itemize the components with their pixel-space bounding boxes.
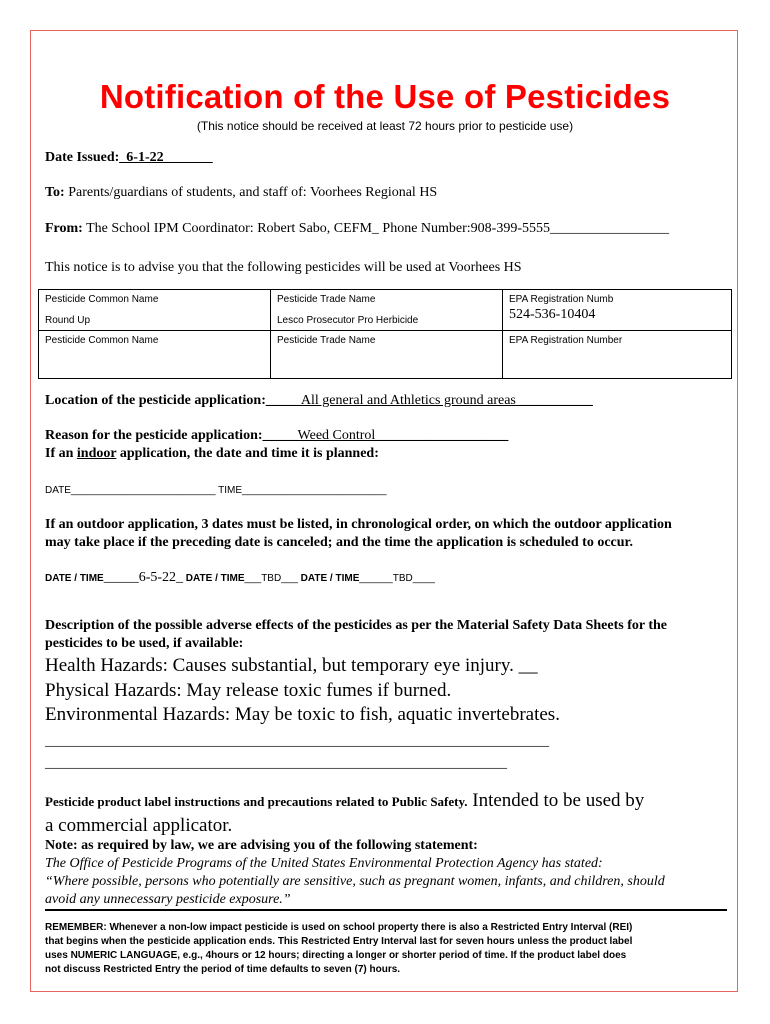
to-text: Parents/guardians of students, and staff of: Voorhees Regional HS bbox=[68, 185, 438, 200]
trade-name-header: Pesticide Trade Name bbox=[277, 294, 376, 305]
blank-line-1: ________________________________________________________________________ bbox=[45, 734, 549, 749]
indoor-word: indoor bbox=[76, 446, 117, 461]
label-instructions-value: Intended to be used by bbox=[467, 790, 645, 811]
epa-quote-line-2: “Where possible, persons who potentially are sensitive, such as pregnant women, infants, and children, should bbox=[45, 874, 665, 889]
indoor-line bbox=[45, 446, 379, 462]
page-subtitle: (This notice should be received at least 72 hours prior to pesticide use) bbox=[196, 119, 574, 133]
epa-number-cell bbox=[503, 331, 732, 379]
health-hazards: Health Hazards: Causes substantial, but temporary eye injury. __ bbox=[45, 655, 538, 676]
date-time-label-3: DATE / TIME bbox=[297, 573, 360, 584]
trade-name-header: Pesticide Trade Name bbox=[277, 335, 376, 346]
common-name-header: Pesticide Common Name bbox=[45, 335, 159, 346]
common-name-header: Pesticide Common Name bbox=[45, 294, 159, 305]
date-issued-label: Date Issued: bbox=[45, 150, 120, 165]
outdoor-line-2: may take place if the preceding date is canceled; and the time the application is scheduled to occur. bbox=[45, 535, 633, 550]
reason-value: _____Weed Control___________________ bbox=[262, 428, 509, 443]
trade-name-cell bbox=[271, 331, 503, 379]
date-time-value-1: _____6-5-22_ bbox=[103, 570, 184, 585]
remember-paragraph bbox=[45, 921, 735, 977]
outdoor-line-1: If an outdoor application, 3 dates must be listed, in chronological order, on which the outdoor application bbox=[45, 517, 672, 532]
table-row bbox=[39, 331, 732, 379]
epa-quote-line-3: avoid any unnecessary pesticide exposure.” bbox=[45, 892, 291, 907]
blank-line-2: __________________________________________________________________ bbox=[45, 756, 507, 771]
remember-line-1: REMEMBER: Whenever a non-low impact pesticide is used on school property there is also a Restricted Entry Interval (REI) bbox=[45, 922, 633, 933]
outdoor-dates-line bbox=[45, 570, 435, 586]
physical-hazards: Physical Hazards: May release toxic fumes if burned. bbox=[45, 680, 452, 701]
description-line-2: pesticides to be used, if available: bbox=[45, 636, 244, 651]
reason-line bbox=[45, 428, 508, 444]
date-time-value-2: ___TBD___ bbox=[244, 573, 298, 584]
date-issued-value: _6-1-22_______ bbox=[119, 150, 213, 165]
pesticide-table bbox=[38, 289, 732, 379]
remember-line-4: not discuss Restricted Entry the period of time defaults to seven (7) hours. bbox=[45, 964, 401, 975]
epa-number-header: EPA Registration Number bbox=[509, 335, 623, 346]
date-time-label-1: DATE / TIME bbox=[45, 573, 104, 584]
notice-text: This notice is to advise you that the following pesticides will be used at Voorhees HS bbox=[45, 260, 522, 275]
indoor-prefix: If an bbox=[45, 446, 77, 461]
epa-number-value: 524-536-10404 bbox=[509, 307, 596, 322]
note-line: Note: as required by law, we are advising you of the following statement: bbox=[45, 838, 478, 853]
from-label: From: bbox=[45, 221, 83, 236]
table-row bbox=[39, 290, 732, 331]
remember-line-2: that begins when the pesticide application ends. This Restricted Entry Interval last for seven hours unless the product label bbox=[45, 936, 633, 947]
indoor-suffix: application, the date and time it is planned: bbox=[116, 446, 379, 461]
common-name-value: Round Up bbox=[45, 315, 91, 326]
page-title: Notification of the Use of Pesticides bbox=[99, 78, 671, 115]
common-name-cell bbox=[39, 290, 271, 331]
location-line bbox=[45, 393, 593, 409]
indoor-datetime-line: DATE__________________________ TIME__________________________ bbox=[45, 485, 387, 496]
from-line bbox=[45, 221, 669, 237]
location-label: Location of the pesticide application: bbox=[45, 393, 266, 408]
common-name-cell bbox=[39, 331, 271, 379]
from-text: The School IPM Coordinator: Robert Sabo, CEFM_ Phone Number:908-399-5555_________________ bbox=[86, 221, 670, 236]
to-label: To: bbox=[45, 185, 65, 200]
description-line-1: Description of the possible adverse effects of the pesticides as per the Material Safety Data Sheets for the bbox=[45, 618, 667, 633]
reason-label: Reason for the pesticide application: bbox=[45, 428, 263, 443]
label-instructions-line bbox=[45, 790, 644, 812]
trade-name-value: Lesco Prosecutor Pro Herbicide bbox=[277, 315, 419, 326]
divider bbox=[45, 909, 727, 911]
date-time-label-2: DATE / TIME bbox=[183, 573, 245, 584]
epa-number-cell bbox=[503, 290, 732, 331]
environmental-hazards: Environmental Hazards: May be toxic to fish, aquatic invertebrates. bbox=[45, 704, 560, 725]
location-value: _____All general and Athletics ground areas___________ bbox=[265, 393, 593, 408]
to-line bbox=[45, 185, 437, 201]
label-instructions-value-2: a commercial applicator. bbox=[45, 815, 233, 836]
date-time-value-3: ______TBD____ bbox=[359, 573, 435, 584]
epa-quote-line-1: The Office of Pesticide Programs of the United States Environmental Protection Agency has stated: bbox=[45, 856, 603, 871]
epa-number-header: EPA Registration Numb bbox=[509, 294, 614, 305]
label-instructions-label: Pesticide product label instructions and precautions related to Public Safety. bbox=[45, 794, 468, 809]
trade-name-cell bbox=[271, 290, 503, 331]
date-issued-line bbox=[45, 150, 213, 166]
remember-line-3: uses NUMERIC LANGUAGE, e.g., 4hours or 12 hours; directing a longer or shorter period of time. If the product label does bbox=[45, 950, 627, 961]
